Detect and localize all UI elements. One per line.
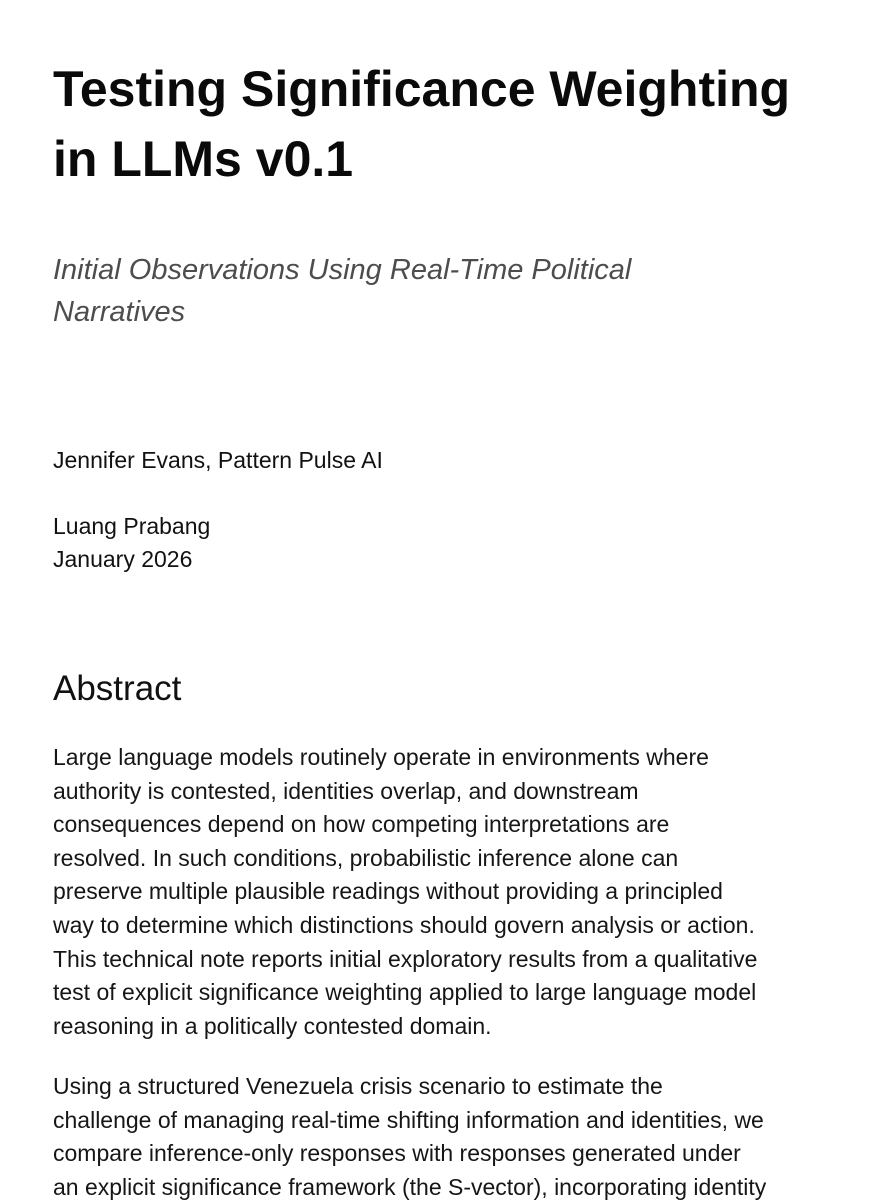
subtitle-line: Narratives [53, 296, 186, 328]
text-line: way to determine which distinctions should govern analysis or action. [53, 911, 755, 938]
place-and-date [53, 510, 210, 576]
text-line: preserve multiple plausible readings without providing a principled [53, 878, 723, 905]
text-line: reasoning in a politically contested domain. [53, 1012, 492, 1039]
text-line: consequences depend on how competing interpretations are [53, 811, 670, 838]
text-line: challenge of managing real-time shifting information and identities, we [53, 1106, 764, 1133]
text-line: test of explicit significance weighting applied to large language model [53, 979, 757, 1006]
text-line: compare inference-only responses with responses generated under [53, 1140, 741, 1167]
abstract-paragraph-1 [53, 741, 853, 1043]
subtitle-line: Initial Observations Using Real-Time Political [53, 254, 632, 286]
location: Luang Prabang [53, 513, 211, 539]
text-line: Large language models routinely operate in environments where [53, 744, 709, 770]
text-line: an explicit significance framework (the S-vector), incorporating identity [53, 1173, 767, 1200]
text-line: Using a structured Venezuela crisis scenario to estimate the [53, 1073, 663, 1099]
title-line: in LLMs v0.1 [53, 131, 354, 187]
date: January 2026 [53, 546, 193, 572]
abstract-heading: Abstract [53, 669, 182, 708]
author-affiliation: Jennifer Evans, Pattern Pulse AI [53, 447, 383, 473]
title-line: Testing Significance Weighting [53, 61, 791, 117]
text-line: resolved. In such conditions, probabilistic inference alone can [53, 844, 679, 871]
text-line: authority is contested, identities overlap, and downstream [53, 777, 639, 804]
paper-subtitle [53, 249, 813, 333]
paper-title [53, 54, 873, 194]
abstract-paragraph-2 [53, 1070, 853, 1200]
text-line: This technical note reports initial exploratory results from a qualitative [53, 945, 758, 972]
